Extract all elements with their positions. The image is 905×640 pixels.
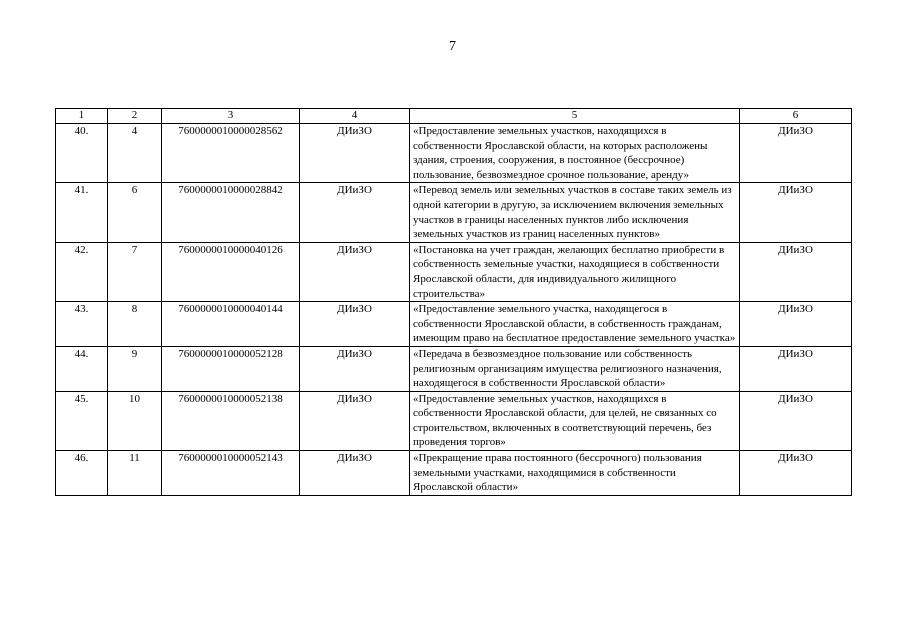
registry-code: 7600000010000052128 (162, 346, 300, 391)
row-number: 46. (56, 451, 108, 496)
responsible-agency: ДИиЗО (740, 451, 852, 496)
agency: ДИиЗО (300, 391, 410, 450)
agency: ДИиЗО (300, 124, 410, 183)
row-subnumber: 8 (108, 302, 162, 347)
table-row (56, 346, 852, 391)
table-row (56, 242, 852, 301)
registry-code: 760000001000002856​2 (162, 124, 300, 183)
services-table (55, 108, 852, 496)
page-number: 7 (449, 39, 456, 54)
column-header-3: 3 (162, 109, 300, 124)
service-name: «Прекращение права постоянного (бессрочного) пользования земельными участками, находящимися в собственности Ярославской области» (410, 451, 740, 496)
responsible-agency: ДИиЗО (740, 391, 852, 450)
registry-code: 7600000010000052138 (162, 391, 300, 450)
responsible-agency: ДИиЗО (740, 302, 852, 347)
service-name: «Предоставление земельных участков, находящихся в собственности Ярославской области, на которых расположены здания, строения, сооружения, в постоянное (бессрочное) пользование, безвозмездное срочное пользование, аренду» (410, 124, 740, 183)
row-number: 41. (56, 183, 108, 242)
row-subnumber: 6 (108, 183, 162, 242)
service-name: «Предоставление земельного участка, находящегося в собственности Ярославской области, в собственность гражданам, имеющим право на бесплатное предоставление земельного участка» (410, 302, 740, 347)
responsible-agency: ДИиЗО (740, 183, 852, 242)
row-number: 45. (56, 391, 108, 450)
table-row (56, 183, 852, 242)
registry-code: 7600000010000040126 (162, 242, 300, 301)
column-header-2: 2 (108, 109, 162, 124)
service-name: «Предоставление земельных участков, находящихся в собственности Ярославской области, для целей, не связанных со строительством, включенных в соответствующий перечень, без проведения торгов» (410, 391, 740, 450)
row-number: 43. (56, 302, 108, 347)
agency: ДИиЗО (300, 183, 410, 242)
registry-code: 7600000010000052143 (162, 451, 300, 496)
table-row (56, 124, 852, 183)
responsible-agency: ДИиЗО (740, 124, 852, 183)
row-subnumber: 10 (108, 391, 162, 450)
registry-code: 7600000010000028842 (162, 183, 300, 242)
service-name: «Постановка на учет граждан, желающих бесплатно приобрести в собственность земельные участки, находящиеся в собственности Ярославской области, для индивидуального жилищного строительства» (410, 242, 740, 301)
service-name: «Передача в безвозмездное пользование или собственность религиозным организациям имущества религиозного назначения, находящегося в собственности Ярославской области» (410, 346, 740, 391)
responsible-agency: ДИиЗО (740, 242, 852, 301)
row-number: 40. (56, 124, 108, 183)
row-number: 42. (56, 242, 108, 301)
agency: ДИиЗО (300, 346, 410, 391)
row-subnumber: 4 (108, 124, 162, 183)
agency: ДИиЗО (300, 302, 410, 347)
row-subnumber: 9 (108, 346, 162, 391)
row-subnumber: 11 (108, 451, 162, 496)
agency: ДИиЗО (300, 451, 410, 496)
row-number: 44. (56, 346, 108, 391)
row-subnumber: 7 (108, 242, 162, 301)
table-row (56, 391, 852, 450)
header-row (56, 109, 852, 124)
column-header-5: 5 (410, 109, 740, 124)
column-header-1: 1 (56, 109, 108, 124)
service-name: «Перевод земель или земельных участков в составе таких земель из одной категории в другую, за исключением включения земельных участков в границы населенных пунктов либо исключения земельных участков из границ населенных пунктов» (410, 183, 740, 242)
registry-code: 7600000010000040144 (162, 302, 300, 347)
responsible-agency: ДИиЗО (740, 346, 852, 391)
table-row (56, 451, 852, 496)
column-header-4: 4 (300, 109, 410, 124)
table-row (56, 302, 852, 347)
agency: ДИиЗО (300, 242, 410, 301)
column-header-6: 6 (740, 109, 852, 124)
